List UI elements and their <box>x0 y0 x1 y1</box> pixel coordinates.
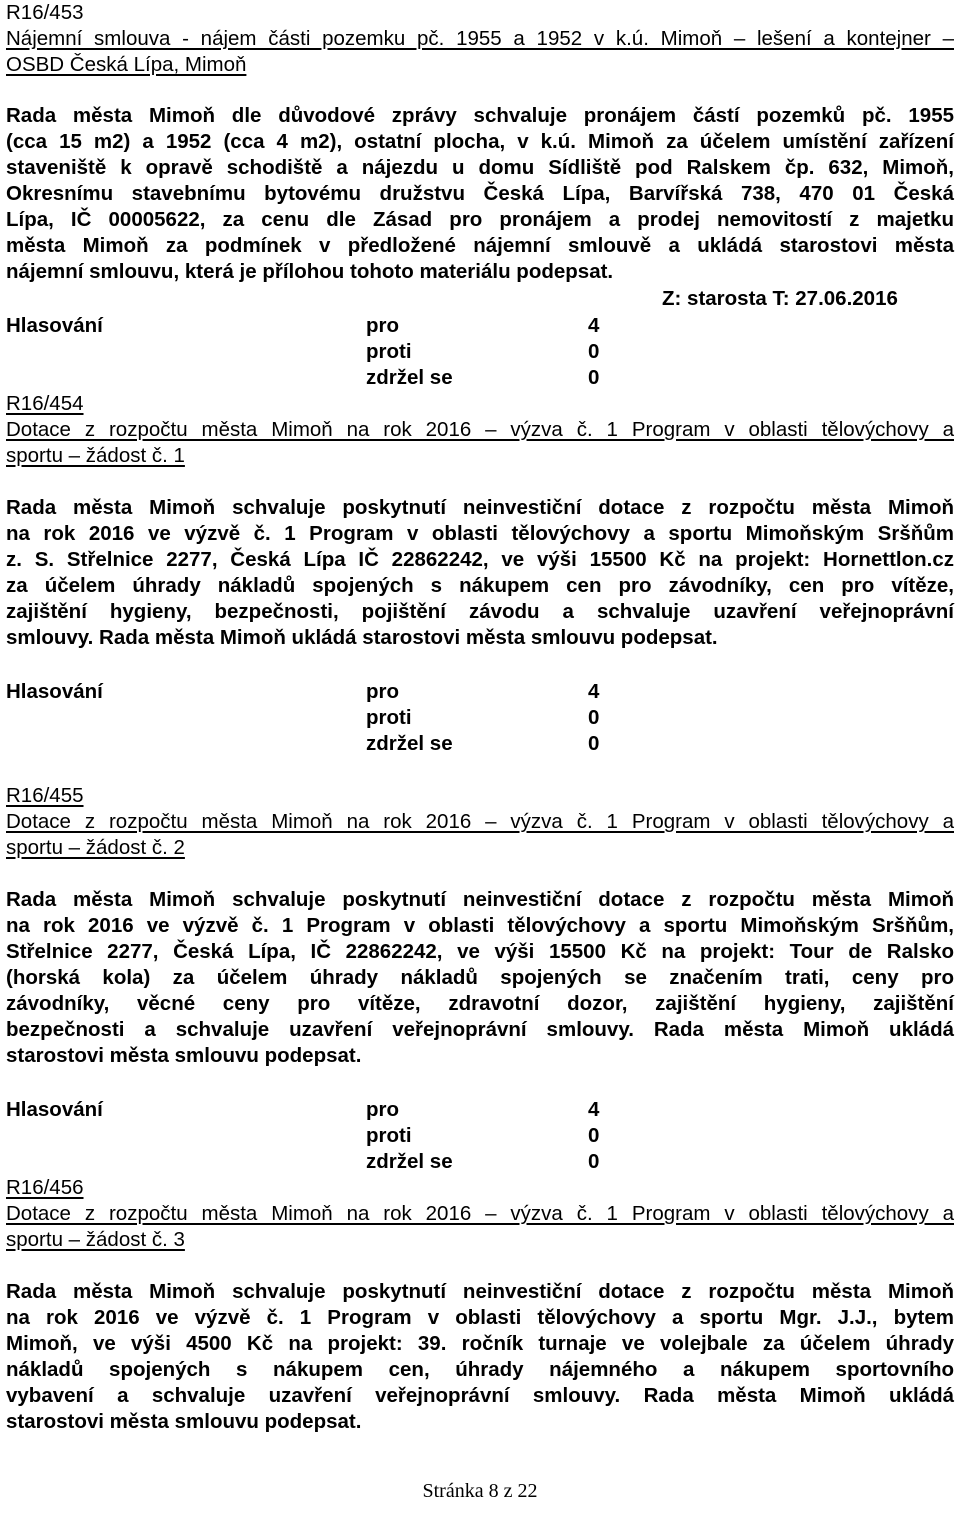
vote-proti-label: proti <box>366 1124 412 1147</box>
resolution-title-454-line-1: Dotace z rozpočtu města Mimoň na rok 2016 – výzva č. 1 Program v oblasti tělovýchovy a <box>6 418 954 441</box>
resolution-text-456-line-4: nákladů spojených s nákupem cen, úhrady nájemného a nákupem sportovního <box>6 1358 954 1381</box>
vote-label: Hlasování <box>6 314 103 337</box>
resolution-text-454-line-4: za účelem úhrady nákladů spojených s nákupem cen pro závodníky, cen pro vítěze, <box>6 574 954 597</box>
vote-label: Hlasování <box>6 680 103 703</box>
deadline-453: Z: starosta T: 27.06.2016 <box>662 287 898 310</box>
resolution-title-453-line-2: OSBD Česká Lípa, Mimoň <box>6 53 247 76</box>
vote-abstain-count: 0 <box>588 732 600 755</box>
vote-pro-count: 4 <box>588 680 600 703</box>
vote-pro-count: 4 <box>588 1098 600 1121</box>
vote-abstain-label: zdržel se <box>366 1150 453 1173</box>
resolution-text-454-line-2: na rok 2016 ve výzvě č. 1 Program v oblasti tělovýchovy a sportu Mimoňským Sršňům <box>6 522 954 545</box>
vote-pro-label: pro <box>366 680 400 703</box>
resolution-text-456-line-6: starostovi města smlouvu podepsat. <box>6 1410 362 1433</box>
resolution-text-453-line-7: nájemní smlouvu, která je přílohou tohoto materiálu podepsat. <box>6 260 614 283</box>
vote-proti-count: 0 <box>588 340 600 363</box>
resolution-text-453-line-2: (cca 15 m2) a 1952 (cca 4 m2), ostatní plocha, v k.ú. Mimoň za účelem umístění zařízení <box>6 130 954 153</box>
resolution-text-455-line-1: Rada města Mimoň schvaluje poskytnutí neinvestiční dotace z rozpočtu města Mimoň <box>6 888 954 911</box>
resolution-text-454-line-3: z. S. Střelnice 2277, Česká Lípa IČ 22862242, ve výši 15500 Kč na projekt: Hornettlon.cz <box>6 548 954 571</box>
resolution-id-453: R16/453 <box>6 1 84 24</box>
resolution-text-455-line-7: starostovi města smlouvu podepsat. <box>6 1044 362 1067</box>
resolution-text-453-line-5: Lípa, IČ 00005622, za cenu dle Zásad pro pronájem a prodej nemovitostí z majetku <box>6 208 954 231</box>
vote-pro-count: 4 <box>588 314 600 337</box>
resolution-text-453-line-3: staveniště k opravě schodiště a nájezdu u domu Sídliště pod Ralskem čp. 632, Mimoň, <box>6 156 954 179</box>
resolution-text-454-line-5: zajištění hygieny, bezpečnosti, pojištění závodu a schvaluje uzavření veřejnoprávní <box>6 600 954 623</box>
resolution-id-454: R16/454 <box>6 392 84 415</box>
resolution-text-455-line-6: bezpečnosti a schvaluje uzavření veřejnoprávní smlouvy. Rada města Mimoň ukládá <box>6 1018 954 1041</box>
vote-pro-label: pro <box>366 1098 400 1121</box>
resolution-text-453-line-1: Rada města Mimoň dle důvodové zprávy schvaluje pronájem částí pozemků pč. 1955 <box>6 104 954 127</box>
resolution-text-456-line-3: Mimoň, ve výši 4500 Kč na projekt: 39. ročník turnaje ve volejbale za účelem úhrady <box>6 1332 954 1355</box>
resolution-text-455-line-4: (horská kola) za účelem úhrady nákladů spojených se značením trati, ceny pro <box>6 966 954 989</box>
vote-label: Hlasování <box>6 1098 103 1121</box>
resolution-title-456-line-2: sportu – žádost č. 3 <box>6 1228 185 1251</box>
resolution-text-454-line-6: smlouvy. Rada města Mimoň ukládá starostovi města smlouvu podepsat. <box>6 626 718 649</box>
vote-pro-label: pro <box>366 314 400 337</box>
resolution-title-454-line-2: sportu – žádost č. 1 <box>6 444 185 467</box>
vote-abstain-label: zdržel se <box>366 732 453 755</box>
resolution-id-456: R16/456 <box>6 1176 84 1199</box>
page-number: Stránka 8 z 22 <box>422 1480 538 1502</box>
vote-proti-count: 0 <box>588 706 600 729</box>
resolution-text-455-line-2: na rok 2016 ve výzvě č. 1 Program v oblasti tělovýchovy a sportu Mimoňským Sršňům, <box>6 914 954 937</box>
vote-abstain-label: zdržel se <box>366 366 453 389</box>
resolution-text-455-line-3: Střelnice 2277, Česká Lípa, IČ 22862242, ve výši 15500 Kč na projekt: Tour de Ralsko <box>6 940 954 963</box>
resolution-title-455-line-1: Dotace z rozpočtu města Mimoň na rok 2016 – výzva č. 1 Program v oblasti tělovýchovy a <box>6 810 954 833</box>
vote-proti-label: proti <box>366 340 412 363</box>
resolution-text-456-line-5: vybavení a schvaluje uzavření veřejnoprávní smlouvy. Rada města Mimoň ukládá <box>6 1384 954 1407</box>
vote-proti-count: 0 <box>588 1124 600 1147</box>
resolution-text-456-line-2: na rok 2016 ve výzvě č. 1 Program v oblasti tělovýchovy a sportu Mgr. J.J., bytem <box>6 1306 954 1329</box>
resolution-title-456-line-1: Dotace z rozpočtu města Mimoň na rok 2016 – výzva č. 1 Program v oblasti tělovýchovy a <box>6 1202 954 1225</box>
resolution-id-455: R16/455 <box>6 784 84 807</box>
vote-abstain-count: 0 <box>588 1150 600 1173</box>
resolution-text-456-line-1: Rada města Mimoň schvaluje poskytnutí neinvestiční dotace z rozpočtu města Mimoň <box>6 1280 954 1303</box>
resolution-title-453-line-1: Nájemní smlouva - nájem části pozemku pč. 1955 a 1952 v k.ú. Mimoň – lešení a kontejner – <box>6 27 954 50</box>
vote-proti-label: proti <box>366 706 412 729</box>
resolution-text-453-line-4: Okresnímu stavebnímu bytovému družstvu Česká Lípa, Barvířská 738, 470 01 Česká <box>6 182 954 205</box>
resolution-text-455-line-5: závodníky, věcné ceny pro vítěze, zdravotní dozor, zajištění hygieny, zajištění <box>6 992 954 1015</box>
resolution-text-453-line-6: města Mimoň za podmínek v předložené nájemní smlouvě a ukládá starostovi města <box>6 234 954 257</box>
resolution-text-454-line-1: Rada města Mimoň schvaluje poskytnutí neinvestiční dotace z rozpočtu města Mimoň <box>6 496 954 519</box>
resolution-title-455-line-2: sportu – žádost č. 2 <box>6 836 185 859</box>
vote-abstain-count: 0 <box>588 366 600 389</box>
